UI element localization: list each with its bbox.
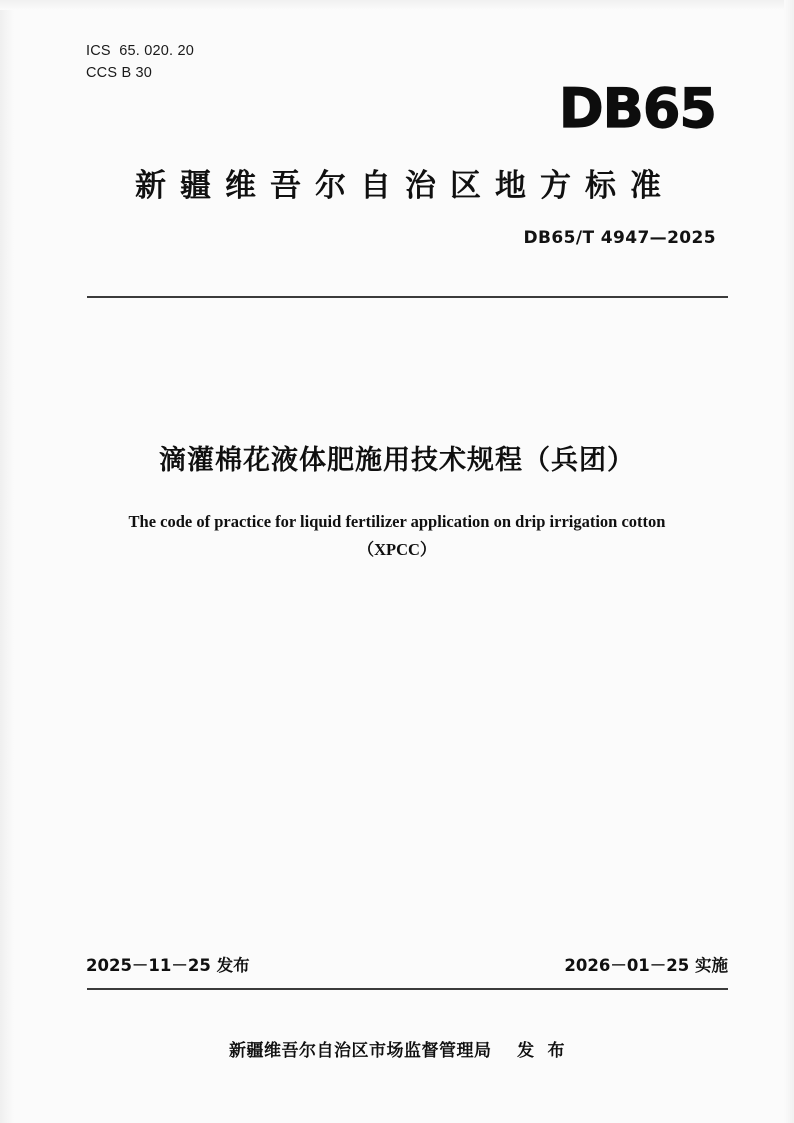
- document-title-en: [95, 508, 699, 564]
- standard-number: DB65/T 4947—2025: [523, 228, 716, 248]
- ics-code: ICS 65. 020. 20: [86, 43, 194, 59]
- ccs-code: CCS B 30: [86, 65, 153, 81]
- document-title-en-line2: （XPCC）: [357, 540, 437, 559]
- document-title-en-line1: The code of practice for liquid fertilizer application on drip irrigation cotton: [128, 512, 666, 531]
- publish-date: 2025－11－25 发布: [86, 956, 250, 975]
- implement-date: 2026－01－25 实施: [564, 956, 728, 975]
- classification-block: [86, 40, 194, 84]
- date-row: [86, 952, 728, 976]
- divider-bottom: [87, 988, 728, 990]
- db65-logo: DB65: [558, 77, 716, 140]
- divider-top: [87, 296, 728, 298]
- series-title: 新疆维吾尔自治区地方标准: [135, 168, 675, 204]
- issuing-authority: 新疆维吾尔自治区市场监督管理局 发 布: [228, 1041, 565, 1061]
- document-title-cn: 滴灌棉花液体肥施用技术规程（兵团）: [159, 445, 635, 476]
